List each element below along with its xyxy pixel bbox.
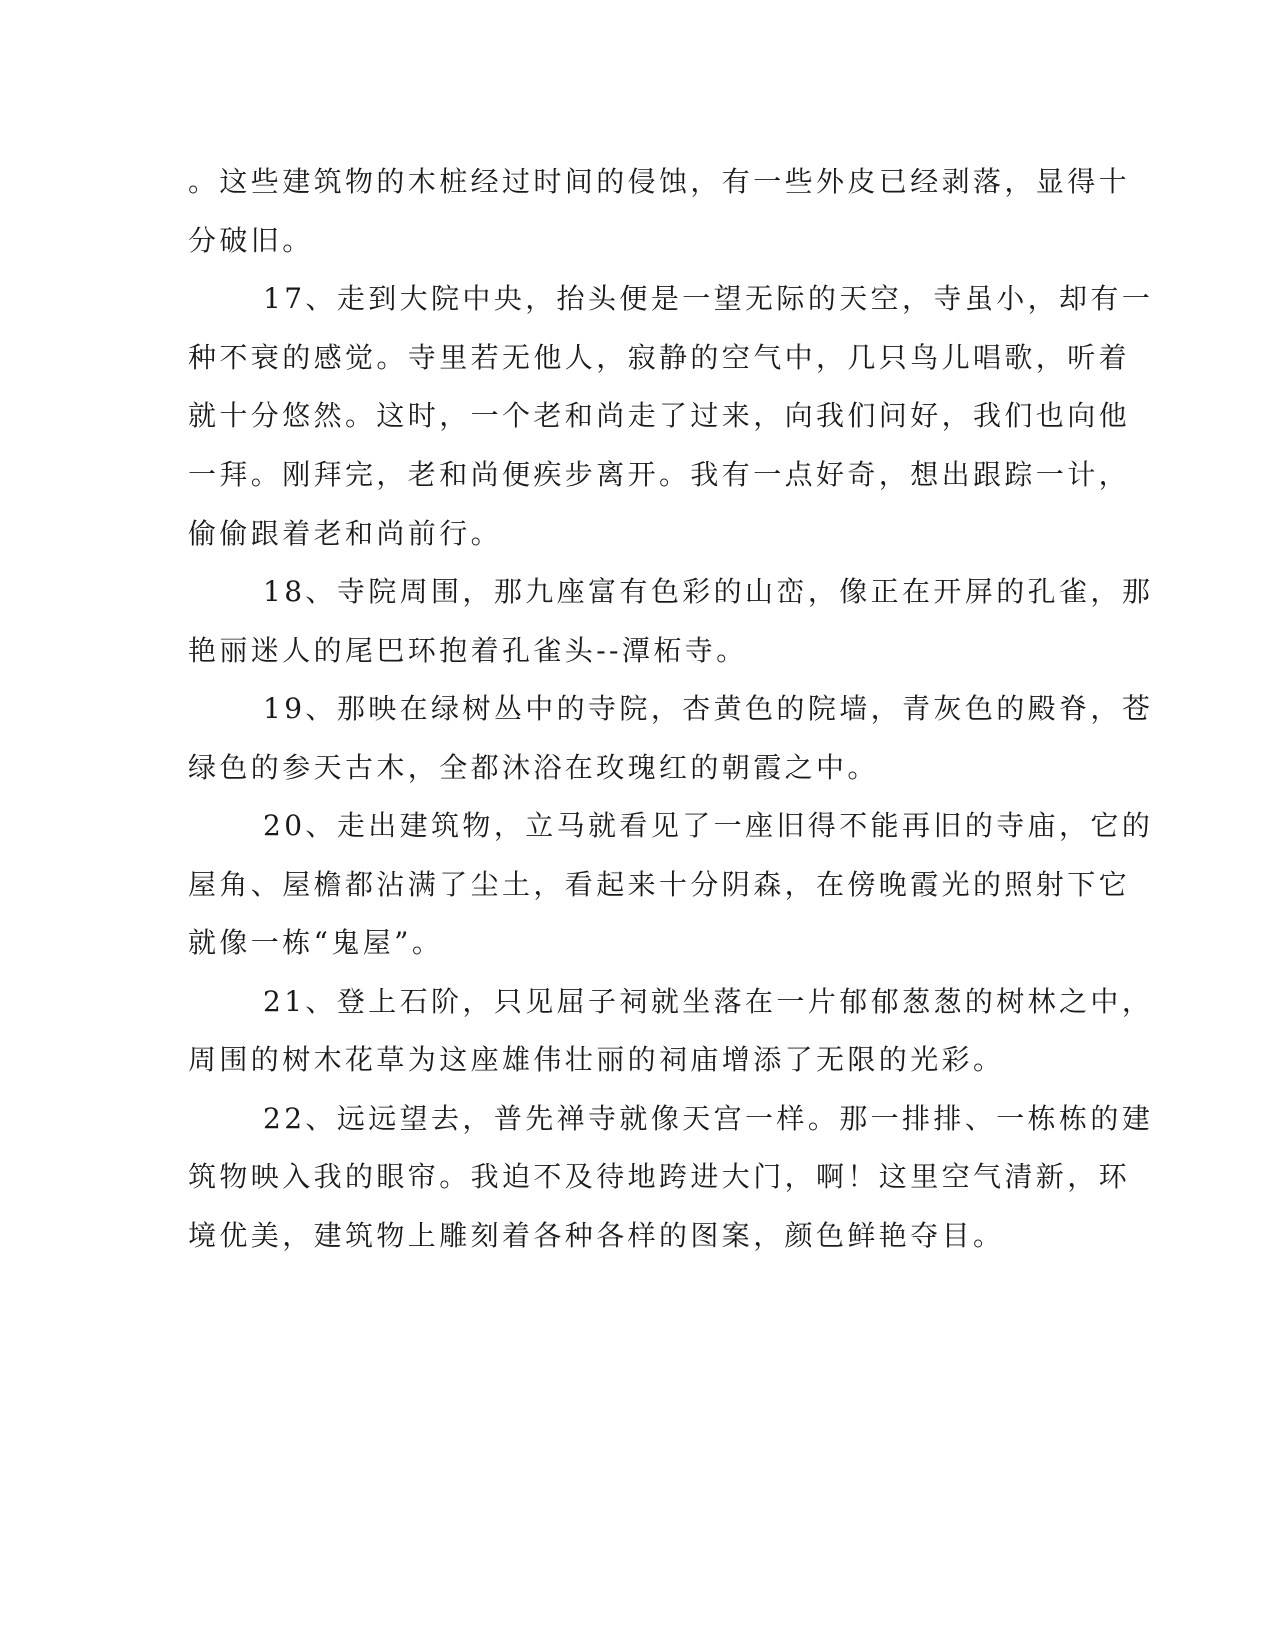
text-line: 境优美，建筑物上雕刻着各种各样的图案，颜色鲜艳夺目。: [188, 1219, 1005, 1252]
text-line: 种不衰的感觉。寺里若无他人，寂静的空气中，几只鸟儿唱歌，听着: [188, 341, 1131, 374]
text-line: 分破旧。: [188, 224, 314, 257]
paragraph-22-start: 22、远远望去，普先禅寺就像天宫一样。那一排排、一栋栋的建: [263, 1102, 1154, 1135]
text-line: 筑物映入我的眼帘。我迫不及待地跨进大门，啊！这里空气清新，环: [188, 1160, 1131, 1193]
paragraph-17-start: 17、走到大院中央，抬头便是一望无际的天空，寺虽小，却有一: [263, 282, 1154, 315]
text-line: 。这些建筑物的木桩经过时间的侵蚀，有一些外皮已经剥落，显得十: [188, 165, 1131, 198]
text-line: 一拜。刚拜完，老和尚便疾步离开。我有一点好奇，想出跟踪一计，: [188, 458, 1131, 491]
text-line: 绿色的参天古木，全都沐浴在玫瑰红的朝霞之中。: [188, 751, 879, 784]
paragraph-20-start: 20、走出建筑物，立马就看见了一座旧得不能再旧的寺庙，它的: [263, 809, 1154, 842]
text-line: 艳丽迷人的尾巴环抱着孔雀头--潭柘寺。: [188, 634, 748, 667]
text-line: 屋角、屋檐都沾满了尘土，看起来十分阴森，在傍晚霞光的照射下它: [188, 868, 1131, 901]
text-line: 就十分悠然。这时，一个老和尚走了过来，向我们问好，我们也向他: [188, 399, 1131, 432]
paragraph-18-start: 18、寺院周围，那九座富有色彩的山峦，像正在开屏的孔雀，那: [263, 575, 1154, 608]
paragraph-21-start: 21、登上石阶，只见屈子祠就坐落在一片郁郁葱葱的树林之中，: [263, 985, 1154, 1018]
text-line: 偷偷跟着老和尚前行。: [188, 517, 503, 550]
paragraph-19-start: 19、那映在绿树丛中的寺院，杏黄色的院墙，青灰色的殿脊，苍: [263, 692, 1154, 725]
text-line: 周围的树木花草为这座雄伟壮丽的祠庙增添了无限的光彩。: [188, 1043, 1005, 1076]
text-line: 就像一栋“鬼屋”。: [188, 926, 444, 959]
